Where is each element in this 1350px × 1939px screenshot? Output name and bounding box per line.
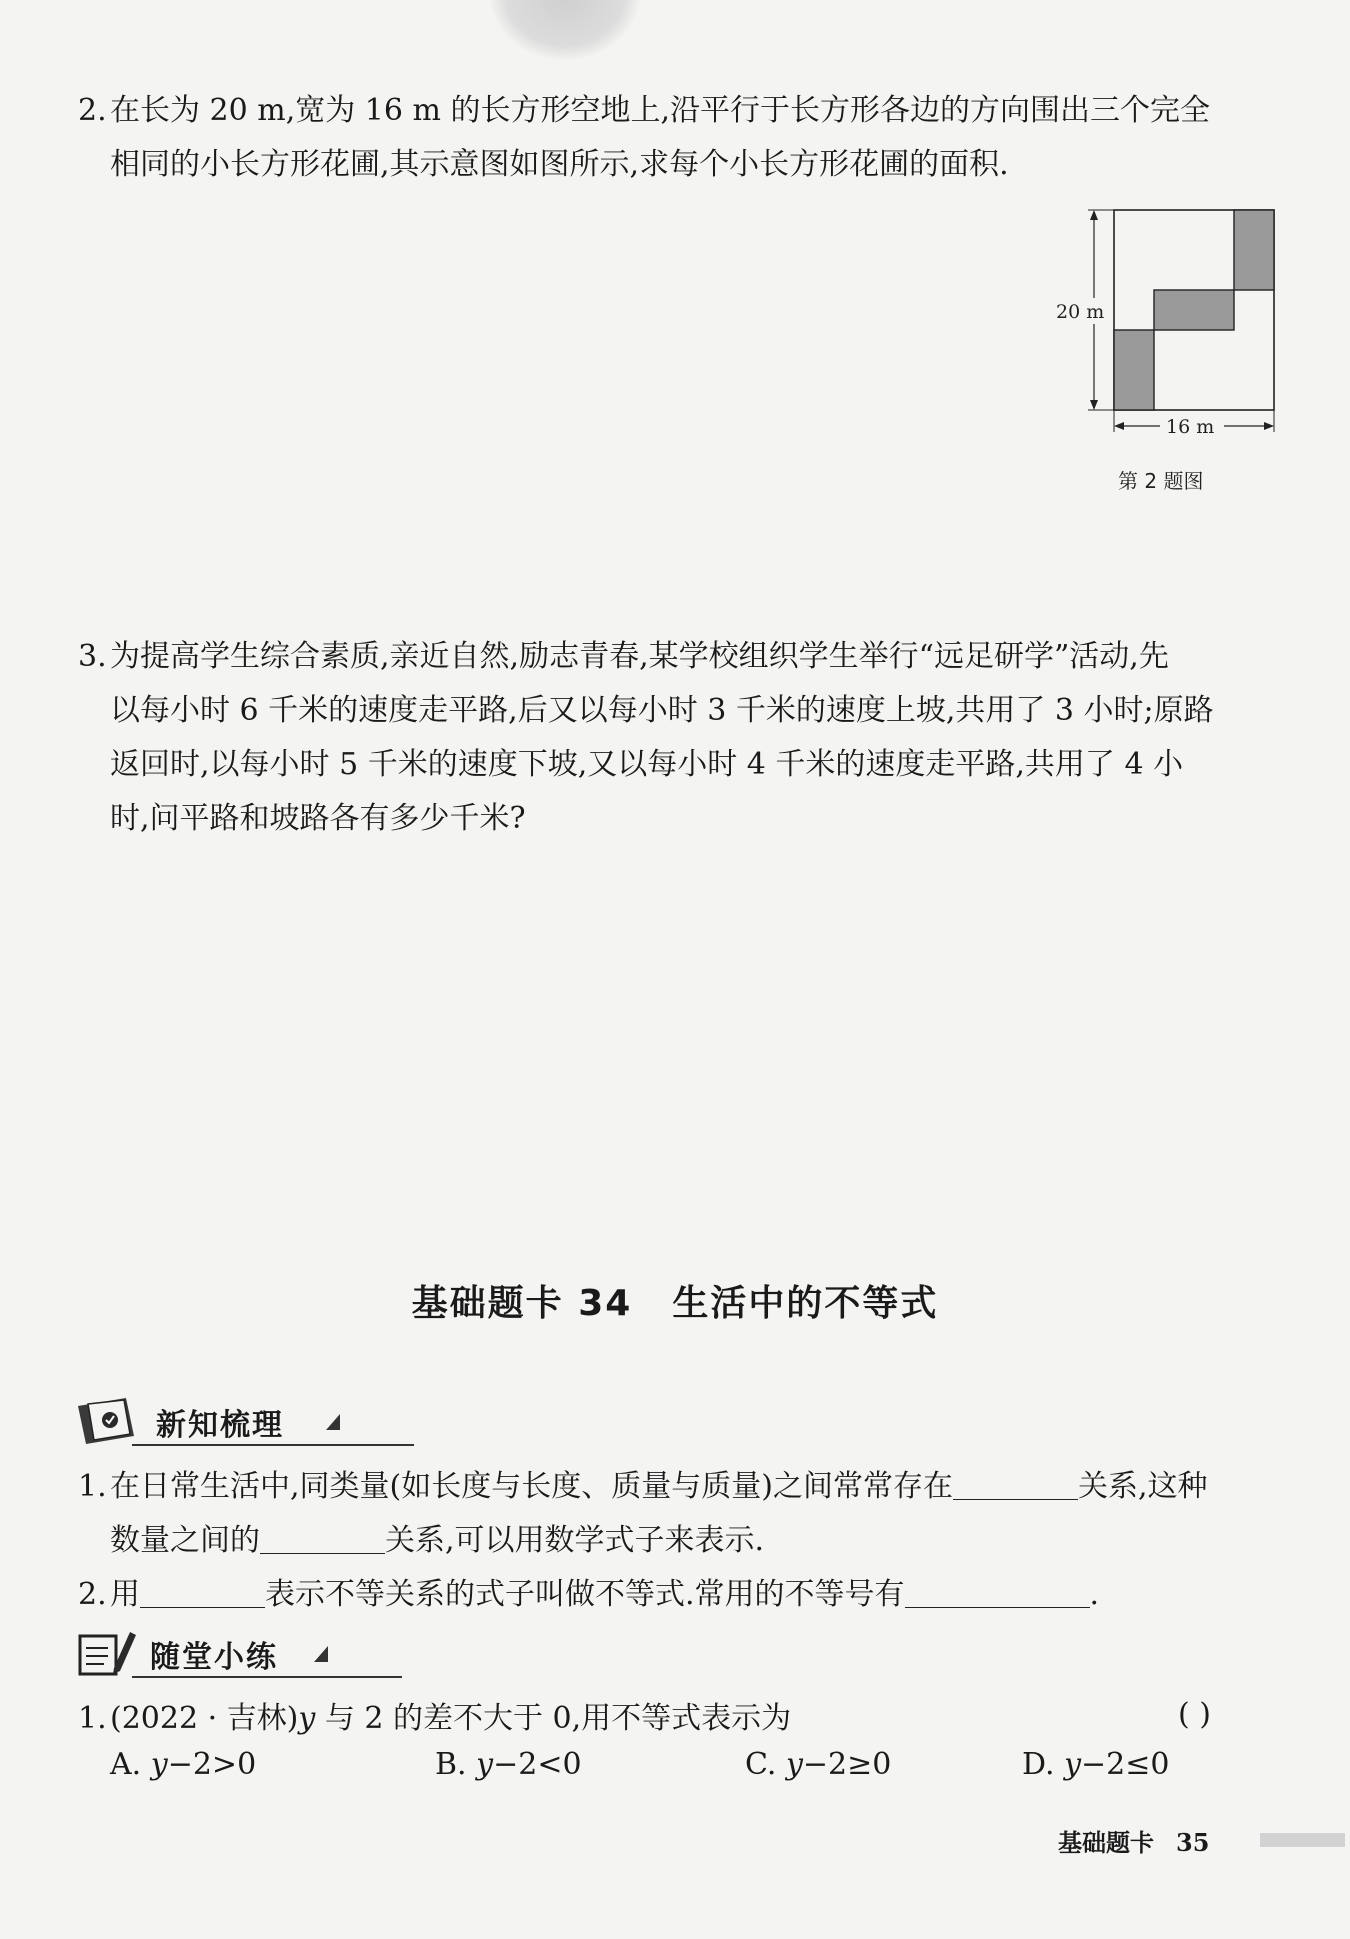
question-2-figure	[1050, 200, 1280, 445]
height-arrow-bottom	[1090, 400, 1098, 410]
question-3-line-4: 时,问平路和坡路各有多少千米?	[110, 801, 526, 836]
knowledge-item-1-text-b: 关系,这种	[1077, 1469, 1208, 1504]
knowledge-item-1-text-a: 在日常生活中,同类量(如长度与长度、质量与质量)之间常常存在	[110, 1469, 953, 1504]
width-arrow-right	[1264, 422, 1274, 430]
knowledge-item-2	[78, 1568, 1278, 1622]
width-label: 16 m	[1166, 416, 1215, 438]
garden-rect-3	[1234, 210, 1274, 290]
question-2-line-2: 相同的小长方形花圃,其示意图如图所示,求每个小长方形花圃的面积.	[110, 147, 1009, 182]
practice-question-1	[78, 1692, 1278, 1746]
blank-2[interactable]	[260, 1523, 385, 1554]
footer-bar	[1260, 1833, 1345, 1847]
knowledge-item-1-text-c: 数量之间的	[110, 1523, 260, 1558]
question-3-line-1: 为提高学生综合素质,亲近自然,励志青春,某学校组织学生举行“远足研学”活动,先	[110, 639, 1169, 674]
practice-question-1-variable: y	[298, 1701, 316, 1736]
footer-label: 基础题卡	[1058, 1829, 1154, 1857]
practice-question-1-text: 与 2 的差不大于 0,用不等式表示为	[315, 1701, 792, 1736]
section-title	[0, 1275, 1350, 1326]
practice-question-1-number: 1.	[78, 1701, 107, 1736]
answer-parentheses[interactable]: ( )	[1178, 1697, 1211, 1732]
blank-1[interactable]	[953, 1469, 1078, 1500]
option-d[interactable]: D. y−2≤0	[1022, 1747, 1170, 1782]
section-card-number: 基础题卡 34	[411, 1283, 633, 1324]
page-number: 35	[1176, 1828, 1210, 1857]
knowledge-item-2-text-b: 表示不等关系的式子叫做不等式.常用的不等号有	[265, 1577, 905, 1612]
blank-4[interactable]	[905, 1577, 1090, 1608]
garden-rect-1	[1114, 330, 1154, 410]
question-3-line-3: 返回时,以每小时 5 千米的速度下坡,又以每小时 4 千米的速度走平路,共用了 4 小	[110, 747, 1184, 782]
question-3-number: 3.	[78, 639, 107, 674]
page-footer	[1058, 1823, 1209, 1858]
practice-heading	[74, 1628, 344, 1678]
new-knowledge-label: 新知梳理	[156, 1408, 284, 1443]
heading-triangle	[326, 1414, 340, 1430]
option-a[interactable]: A. y−2>0	[110, 1747, 257, 1782]
blank-3[interactable]	[140, 1577, 265, 1608]
heading-rule	[132, 1444, 414, 1446]
option-c[interactable]: C. y−2≥0	[745, 1747, 892, 1782]
heading-triangle	[314, 1646, 328, 1662]
heading-rule	[132, 1676, 402, 1678]
question-3-line-2: 以每小时 6 千米的速度走平路,后又以每小时 3 千米的速度上坡,共用了 3 小时;原路	[110, 693, 1214, 728]
knowledge-item-2-text-a: 用	[110, 1577, 140, 1612]
garden-diagram	[1050, 200, 1280, 445]
scan-shadow	[490, 0, 640, 60]
knowledge-item-1-text-d: 关系,可以用数学式子来表示.	[385, 1523, 765, 1558]
question-3	[78, 630, 1278, 846]
figure-caption: 第 2 题图	[1118, 469, 1204, 493]
notebook-pencil-icon	[74, 1628, 144, 1678]
height-label: 20 m	[1056, 301, 1105, 323]
width-arrow-left	[1114, 422, 1124, 430]
question-2	[78, 84, 1278, 192]
height-arrow-top	[1090, 210, 1098, 220]
question-2-line-1: 在长为 20 m,宽为 16 m 的长方形空地上,沿平行于长方形各边的方向围出三个完全	[110, 93, 1210, 128]
knowledge-item-2-text-c: .	[1089, 1577, 1100, 1612]
practice-question-1-source: (2022 · 吉林)	[110, 1701, 299, 1736]
option-b[interactable]: B. y−2<0	[435, 1747, 582, 1782]
practice-label: 随堂小练	[150, 1640, 278, 1675]
knowledge-item-1-number: 1.	[78, 1469, 107, 1504]
garden-rect-2	[1154, 290, 1234, 330]
question-2-number: 2.	[78, 93, 107, 128]
knowledge-item-2-number: 2.	[78, 1577, 107, 1612]
section-topic: 生活中的不等式	[672, 1283, 939, 1324]
knowledge-item-1	[78, 1460, 1278, 1568]
new-knowledge-heading	[74, 1396, 344, 1446]
book-icon	[74, 1396, 144, 1446]
